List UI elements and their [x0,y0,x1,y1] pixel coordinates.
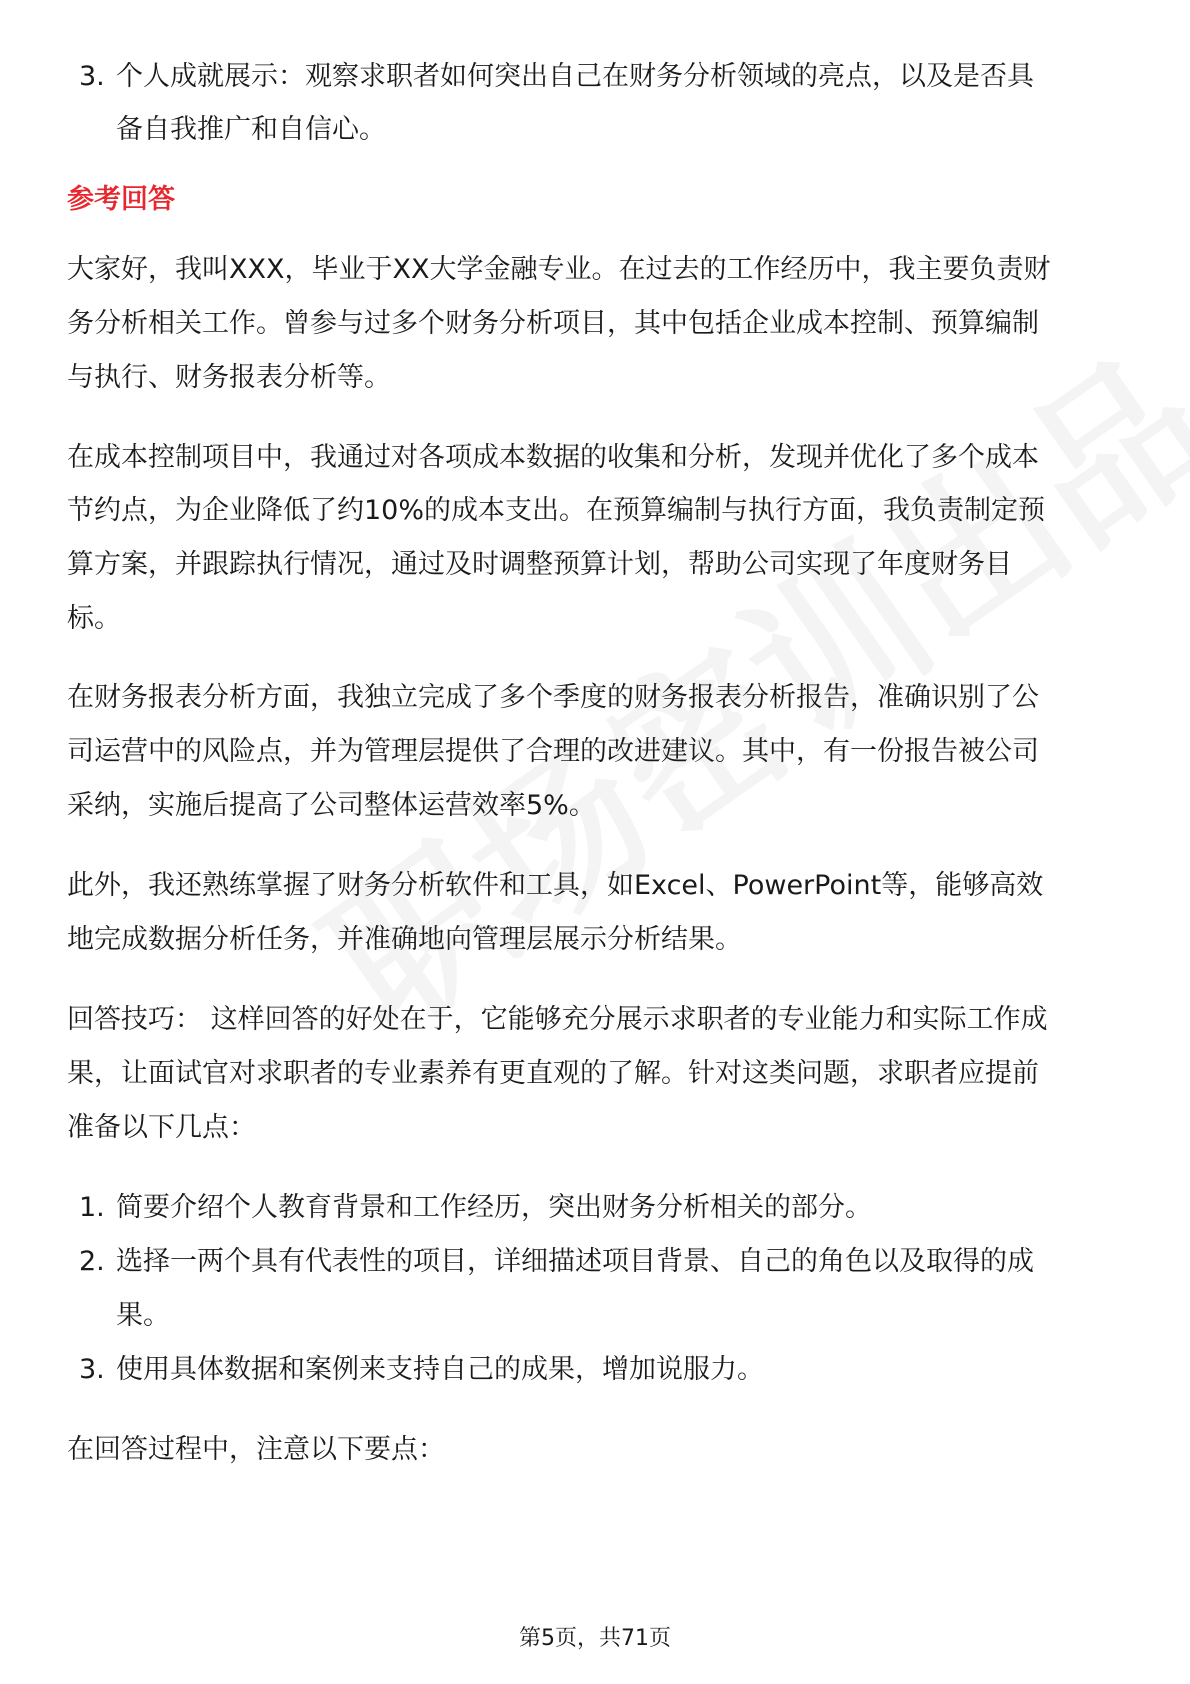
list-item-line: 果。 [116,1300,170,1331]
paragraph-line: 务分析相关工作。曾参与过多个财务分析项目，其中包括企业成本控制、预算编制 [67,308,1039,339]
paragraph-line: 在回答过程中，注意以下要点： [67,1434,445,1465]
list-item-line: 备自我推广和自信心。 [116,114,386,145]
paragraph-line: 准备以下几点： [67,1112,256,1143]
paragraph-line: 司运营中的风险点，并为管理层提供了合理的改进建议。其中，有一份报告被公司 [67,736,1039,767]
list-item-line: 使用具体数据和案例来支持自己的成果，增加说服力。 [116,1354,764,1385]
paragraph-line: 算方案，并跟踪执行情况，通过及时调整预算计划，帮助公司实现了年度财务目 [67,549,1012,580]
list-number: 2. [79,1246,105,1277]
paragraph-line: 在成本控制项目中，我通过对各项成本数据的收集和分析，发现并优化了多个成本 [67,442,1039,473]
paragraph-line: 采纳，实施后提高了公司整体运营效率5%。 [67,790,596,821]
section-heading: 参考回答 [67,184,175,215]
paragraph-line: 果，让面试官对求职者的专业素养有更直观的了解。针对这类问题，求职者应提前 [67,1058,1039,1089]
list-item-line: 个人成就展示：观察求职者如何突出自己在财务分析领域的亮点，以及是否具 [116,61,1034,92]
paragraph-line: 标。 [67,603,121,634]
paragraph-line: 节约点，为企业降低了约10%的成本支出。在预算编制与执行方面，我负责制定预 [67,495,1046,526]
list-number: 1. [79,1192,105,1223]
paragraph-line: 地完成数据分析任务，并准确地向管理层展示分析结果。 [67,924,742,955]
paragraph-line: 大家好，我叫XXX，毕业于XX大学金融专业。在过去的工作经历中，我主要负责财 [67,254,1051,285]
paragraph-line: 与执行、财务报表分析等。 [67,362,391,393]
paragraph-line: 此外，我还熟练掌握了财务分析软件和工具，如Excel、PowerPoint等，能够高效 [67,870,1044,901]
list-item-line: 简要介绍个人教育背景和工作经历，突出财务分析相关的部分。 [116,1192,872,1223]
page-number-footer: 第5页，共71页 [519,1626,671,1651]
list-number: 3. [79,1354,105,1385]
list-item-line: 选择一两个具有代表性的项目，详细描述项目背景、自己的角色以及取得的成 [116,1246,1034,1277]
paragraph-line: 回答技巧： 这样回答的好处在于，它能够充分展示求职者的专业能力和实际工作成 [67,1004,1048,1035]
list-number: 3. [79,61,105,92]
paragraph-line: 在财务报表分析方面，我独立完成了多个季度的财务报表分析报告，准确识别了公 [67,682,1039,713]
